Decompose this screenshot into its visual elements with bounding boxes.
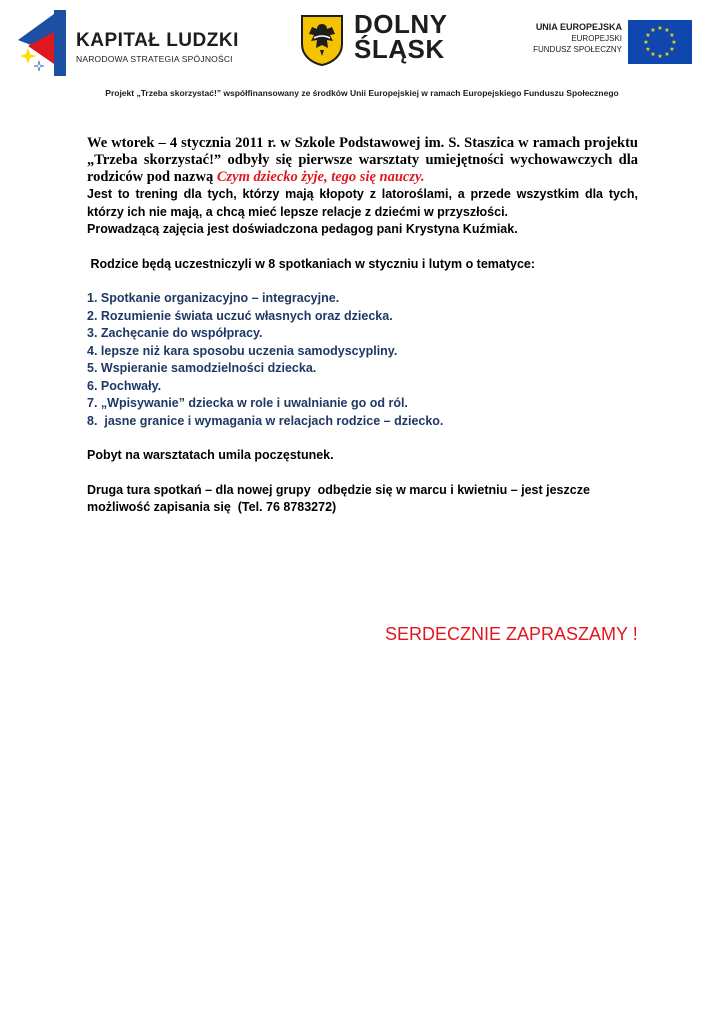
closing-invitation: SERDECZNIE ZAPRASZAMY ! (385, 624, 638, 644)
intro-paragraph (87, 135, 638, 186)
topic-item: 7. „Wpisywanie” dziecka w role i uwalnianie go od ról. (87, 396, 408, 410)
svg-text:★: ★ (643, 39, 649, 46)
second-round-text: Druga tura spotkań – dla nowej grupy odbędzie się w marcu i kwietniu – jest jeszcze możliwość zapisania się (Tel. 76 8783272) (87, 482, 594, 514)
dolny-slask-logo (300, 9, 460, 74)
eu-line-1: UNIA EUROPEJSKA (535, 22, 622, 32)
svg-text:★: ★ (657, 53, 663, 60)
leader-text: Prowadzącą zajęcia jest doświadczona pedagog pani Krystyna Kuźmiak. (87, 222, 518, 236)
kapital-ludzki-title: KAPITAŁ LUDZKI (76, 30, 239, 51)
article-body (87, 135, 638, 517)
svg-text:★: ★ (657, 25, 663, 32)
svg-text:★: ★ (650, 51, 656, 58)
target-audience-text: Jest to trening dla tych, którzy mają kłopoty z latoroślami, a przede wszystkim dla tych, którzy ich nie mają, a chcą mieć lepsze relacje z dziećmi w przyszłości. (87, 187, 638, 219)
topic-item: 6. Pochwały. (87, 378, 162, 393)
svg-text:★: ★ (645, 32, 651, 39)
kapital-ludzki-logo (18, 10, 238, 80)
svg-text:★: ★ (671, 39, 677, 46)
topic-item: 3. Zachęcanie do współpracy. (87, 326, 263, 340)
eu-line-3: FUNDUSZ SPOŁECZNY (533, 45, 622, 54)
topics-list (87, 290, 638, 430)
kapital-ludzki-emblem-icon (18, 10, 66, 76)
eu-line-2: EUROPEJSKI (571, 34, 622, 43)
dolny-slask-line2: ŚLĄSK (354, 34, 445, 64)
dolny-slask-wordmark (354, 9, 448, 64)
svg-text:★: ★ (650, 27, 656, 34)
svg-text:★: ★ (645, 46, 651, 53)
svg-text:★: ★ (669, 46, 675, 53)
svg-text:★: ★ (664, 27, 670, 34)
eu-logo-text (526, 22, 622, 55)
eagle-coat-of-arms-icon (300, 14, 344, 66)
svg-text:★: ★ (664, 51, 670, 58)
topic-item: 1. Spotkanie organizacyjno – integracyjne. (87, 291, 340, 305)
meetings-intro: Rodzice będą uczestniczyli w 8 spotkaniach w styczniu i lutym o tematyce: (87, 256, 536, 271)
topic-item: 8. jasne granice i wymagania w relacjach rodzice – dziecko. (87, 413, 444, 428)
dolny-slask-line1: DOLNY (354, 9, 448, 39)
project-cofinancing-line: Projekt „Trzeba skorzystać!” współfinansowany ze środków Unii Europejskiej w ramach Europejskiego Funduszu Społecznego (105, 88, 619, 98)
eu-logo (526, 20, 706, 70)
kapital-ludzki-subtitle: NARODOWA STRATEGIA SPÓJNOŚCI (76, 54, 233, 64)
snack-text: Pobyt na warsztatach umila poczęstunek. (87, 448, 334, 462)
workshop-name: Czym dziecko żyje, tego się nauczy. (216, 169, 425, 185)
svg-text:★: ★ (669, 32, 675, 39)
topic-item: 5. Wspieranie samodzielności dziecka. (87, 361, 317, 375)
eu-flag-icon (628, 20, 692, 64)
topic-item: 4. lepsze niż kara sposobu uczenia samodyscypliny. (87, 343, 398, 358)
intro-text: We wtorek – 4 stycznia 2011 r. w Szkole Podstawowej im. S. Staszica w ramach projektu „Trzeba skorzystać!” odbyły się pierwsze warsztaty umiejętności wychowawczych dla rodziców pod nazwą (87, 135, 638, 185)
topic-item: 2. Rozumienie świata uczuć własnych oraz dziecka. (87, 308, 393, 323)
